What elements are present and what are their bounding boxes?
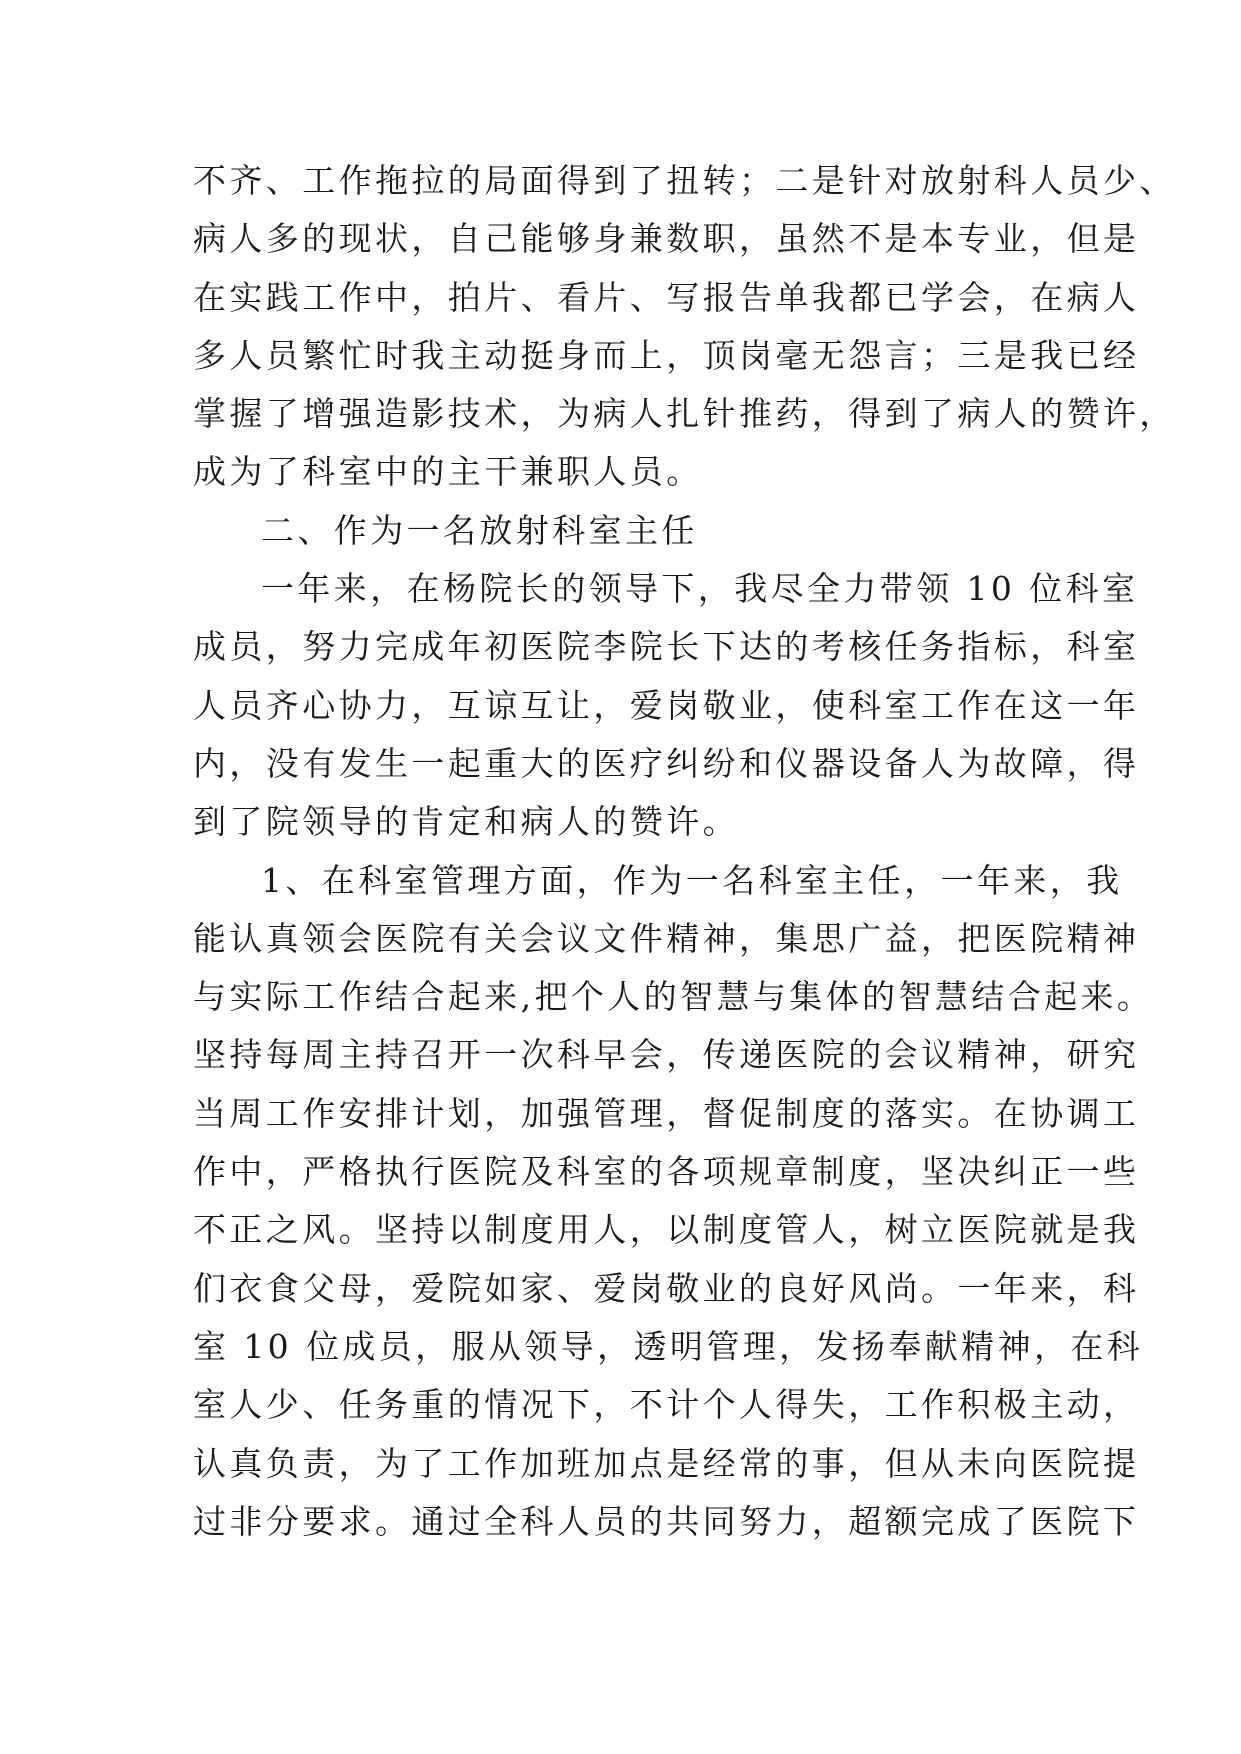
text-line: 坚持每周主持召开一次科早会，传递医院的会议精神，研究 xyxy=(193,1035,1140,1075)
text-line: 能认真领会医院有关会议文件精神，集思广益，把医院精神 xyxy=(193,918,1140,958)
text-line: 在实践工作中，拍片、看片、写报告单我都已学会，在病人 xyxy=(193,277,1140,317)
text-line: 掌握了增强造影技术，为病人扎针推药，得到了病人的赞许， xyxy=(193,394,1176,434)
text-line: 人员齐心协力，互谅互让，爱岗敬业，使科室工作在这一年 xyxy=(193,685,1140,725)
text-line: 成员，努力完成年初医院李院长下达的考核任务指标，科室 xyxy=(193,627,1140,667)
text-line: 室 10 位成员，服从领导，透明管理，发扬奉献精神，在科 xyxy=(193,1326,1144,1366)
text-line: 1、在科室管理方面，作为一名科室主任，一年来，我 xyxy=(261,860,1123,900)
text-line: 认真负责，为了工作加班加点是经常的事，但从未向医院提 xyxy=(193,1443,1140,1483)
text-line: 当周工作安排计划，加强管理，督促制度的落实。在协调工 xyxy=(193,1093,1140,1133)
text-line: 病人多的现状，自己能够身兼数职，虽然不是本专业，但是 xyxy=(193,219,1140,259)
text-line: 不齐、工作拖拉的局面得到了扭转；二是针对放射科人员少、 xyxy=(193,161,1176,200)
text-line: 与实际工作结合起来,把个人的智慧与集体的智慧结合起来。 xyxy=(193,977,1154,1017)
text-line: 一年来，在杨院长的领导下，我尽全力带领 10 位科室 xyxy=(261,569,1139,609)
text-line: 到了院领导的肯定和病人的赞许。 xyxy=(193,802,739,842)
text-line: 二、作为一名放射科室主任 xyxy=(261,510,698,550)
body-text xyxy=(193,152,1176,1551)
text-line: 们衣食父母，爱院如家、爱岗敬业的良好风尚。一年来，科 xyxy=(193,1268,1140,1308)
text-line: 作中，严格执行医院及科室的各项规章制度，坚决纠正一些 xyxy=(193,1152,1140,1192)
text-line: 内，没有发生一起重大的医疗纠纷和仪器设备人为故障，得 xyxy=(193,743,1140,783)
text-line: 多人员繁忙时我主动挺身而上，顶岗毫无怨言；三是我已经 xyxy=(193,335,1140,375)
text-line: 室人少、任务重的情况下，不计个人得失，工作积极主动， xyxy=(193,1385,1140,1425)
text-line: 成为了科室中的主干兼职人员。 xyxy=(193,452,703,492)
text-line: 不正之风。坚持以制度用人，以制度管人，树立医院就是我 xyxy=(193,1210,1140,1250)
text-line: 过非分要求。通过全科人员的共同努力，超额完成了医院下 xyxy=(193,1501,1140,1541)
